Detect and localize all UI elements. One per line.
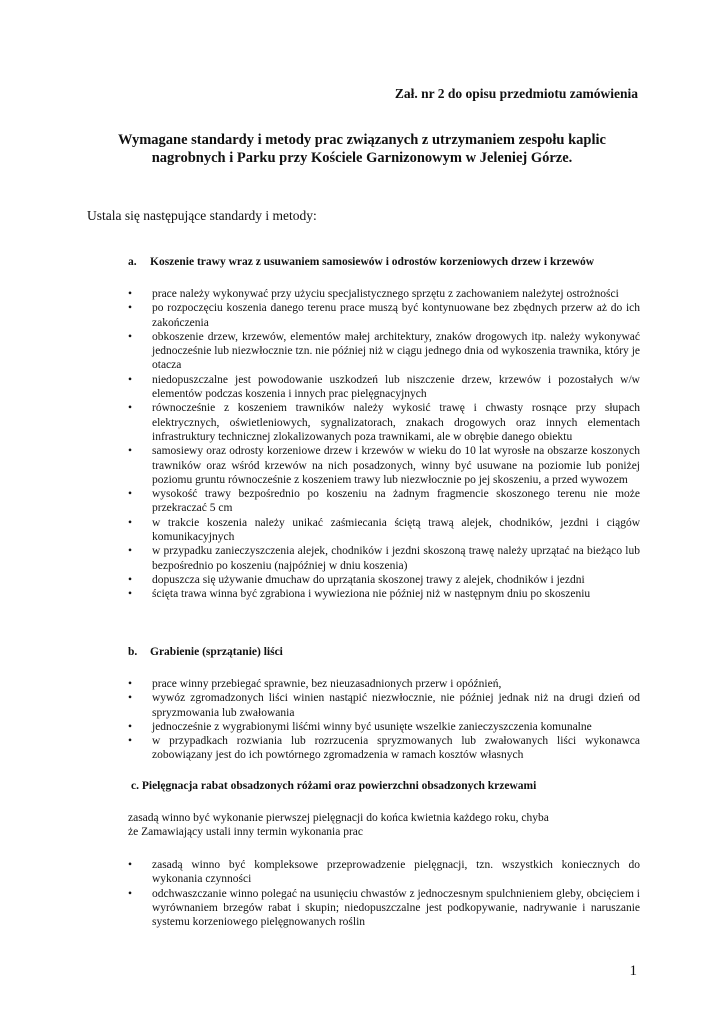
annex-label: Zał. nr 2 do opisu przedmiotu zamówienia bbox=[394, 86, 638, 101]
bullet-icon: • bbox=[128, 545, 133, 558]
bullet-icon: • bbox=[128, 588, 133, 601]
list-item: • w przypadku zanieczyszczenia alejek, chodników i jezdni skoszoną trawę należy uprzątać na bieżąco lub bezpośrednio po koszeniu (najpóźniej w dniu koszenia) bbox=[128, 545, 640, 572]
bullet-icon: • bbox=[128, 373, 133, 386]
list-item: • po rozpoczęciu koszenia danego terenu prace muszą być kontynuowane bez zbędnych przerw aż do ich zakończenia bbox=[128, 302, 640, 329]
list-item: • równocześnie z koszeniem trawników należy wykosić trawę i chwasty rosnące przy słupach elektrycznych, oświetleniowych, sygnalizatorach, znakach drogowych oraz innych elementach infrastruktury technicznej zlokalizowanych poza trawnikami, ale w obrębie danego obiektu bbox=[128, 402, 640, 443]
list-item: • odchwaszczanie winno polegać na usunięciu chwastów z jednoczesnym spulchnieniem gleby, obcięciem i wyrównaniem brzegów rabat i skupin; niedopuszczalne jest podkopywanie, nadrywanie i naruszanie systemu korzeniowego pielęgnowanych roślin bbox=[128, 887, 640, 929]
section-c-paragraph-line2: że Zamawiający ustali inny termin wykonania prac bbox=[128, 826, 364, 839]
list-item: • wysokość trawy bezpośrednio po koszeniu na żadnym fragmencie skoszonego terenu nie może przekraczać 5 cm bbox=[128, 488, 640, 515]
bullet-icon: • bbox=[128, 488, 133, 501]
list-item: • wywóz zgromadzonych liści winien nastąpić niezwłocznie, nie później jednak niż na drugi dzień od spryzmowania lub zwałowania bbox=[128, 692, 640, 719]
bullet-icon: • bbox=[128, 692, 133, 705]
list-item: • samosiewy oraz odrosty korzeniowe drzew i krzewów w wieku do 10 lat wyrosłe na obszarze koszonych trawników oraz wśród krzewów na nich posadzonych, winny być usuwane na poziomie lub poniżej poziomu gruntu równocześnie z koszeniem trawy lub niezwłocznie po jej skoszeniu, a przed wywozem bbox=[128, 445, 640, 486]
section-b-heading bbox=[128, 646, 283, 658]
list-item: • zasadą winno być kompleksowe przeprowadzenie pielęgnacji, tzn. wszystkich koniecznych do wykonania czynności bbox=[128, 859, 640, 886]
list-item: • niedopuszczalne jest powodowanie uszkodzeń lub niszczenie drzew, krzewów i pozostałych w/w elementów podczas koszenia i innych prac pielęgnacyjnych bbox=[128, 373, 640, 401]
section-c-list bbox=[128, 858, 640, 929]
section-b-title: Grabienie (sprzątanie) liści bbox=[150, 646, 283, 658]
bullet-icon: • bbox=[128, 445, 133, 458]
list-item: • w przypadkach rozwiania lub rozrzucenia spryzmowanych lub zwałowanych liści wykonawca zobowiązany jest do ich powtórnego zgromadzenia w ramach kosztów własnych bbox=[128, 735, 640, 762]
section-c-heading: c. Pielęgnacja rabat obsadzonych różami oraz powierzchni obsadzonych krzewami bbox=[131, 780, 537, 792]
bullet-icon: • bbox=[128, 735, 133, 748]
list-item: • dopuszcza się używanie dmuchaw do uprzątania skoszonej trawy z alejek, chodników i jezdni bbox=[128, 573, 585, 586]
intro-text: Ustala się następujące standardy i metody: bbox=[87, 208, 317, 223]
list-item: • jednocześnie z wygrabionymi liśćmi winny być usunięte wszelkie zanieczyszczenia komunalne bbox=[128, 720, 592, 733]
document-title: Wymagane standardy i metody prac związanych z utrzymaniem zespołu kaplic nagrobnych i Parku przy Kościele Garnizonowym w Jeleniej Górze. bbox=[117, 132, 606, 166]
page-number: 1 bbox=[629, 963, 637, 979]
section-b-list bbox=[128, 677, 640, 763]
list-item: • prace należy wykonywać przy użyciu specjalistycznego sprzętu z zachowaniem należytej ostrożności bbox=[128, 288, 619, 300]
bullet-icon: • bbox=[128, 859, 133, 871]
bullet-icon: • bbox=[128, 288, 133, 300]
bullet-icon: • bbox=[128, 573, 133, 586]
section-a-title: Koszenie trawy wraz z usuwaniem samosiewów i odrostów korzeniowych drzew i krzewów bbox=[150, 256, 595, 268]
bullet-icon: • bbox=[128, 516, 133, 529]
bullet-icon: • bbox=[128, 330, 133, 343]
list-item: • prace winny przebiegać sprawnie, bez nieuzasadnionych przerw i opóźnień, bbox=[128, 678, 502, 690]
section-c-paragraph-line1: zasadą winno być wykonanie pierwszej pielęgnacji do końca kwietnia każdego roku, chyba bbox=[128, 812, 549, 824]
bullet-icon: • bbox=[128, 720, 133, 733]
section-c-paragraph bbox=[128, 811, 640, 840]
bullet-icon: • bbox=[128, 678, 133, 690]
list-item: • ścięta trawa winna być zgrabiona i wywieziona nie później niż w następnym dniu po skoszeniu bbox=[128, 588, 591, 601]
list-item: • obkoszenie drzew, krzewów, elementów małej architektury, znaków drogowych itp. należy wykonywać jednocześnie lub niezwłocznie tzn. nie później niż w ciągu jednego dnia od wykoszenia trawnika, który je otacza bbox=[128, 330, 640, 372]
bullet-icon: • bbox=[128, 887, 133, 900]
bullet-icon: • bbox=[128, 402, 133, 415]
section-a-list bbox=[128, 287, 640, 602]
section-a-letter: a. bbox=[128, 256, 137, 268]
section-a-heading bbox=[128, 256, 594, 268]
bullet-icon: • bbox=[128, 302, 133, 315]
section-b-letter: b. bbox=[128, 646, 138, 658]
list-item: • w trakcie koszenia należy unikać zaśmiecania ściętą trawą alejek, chodników, jezdni i ciągów komunikacyjnych bbox=[128, 516, 640, 544]
